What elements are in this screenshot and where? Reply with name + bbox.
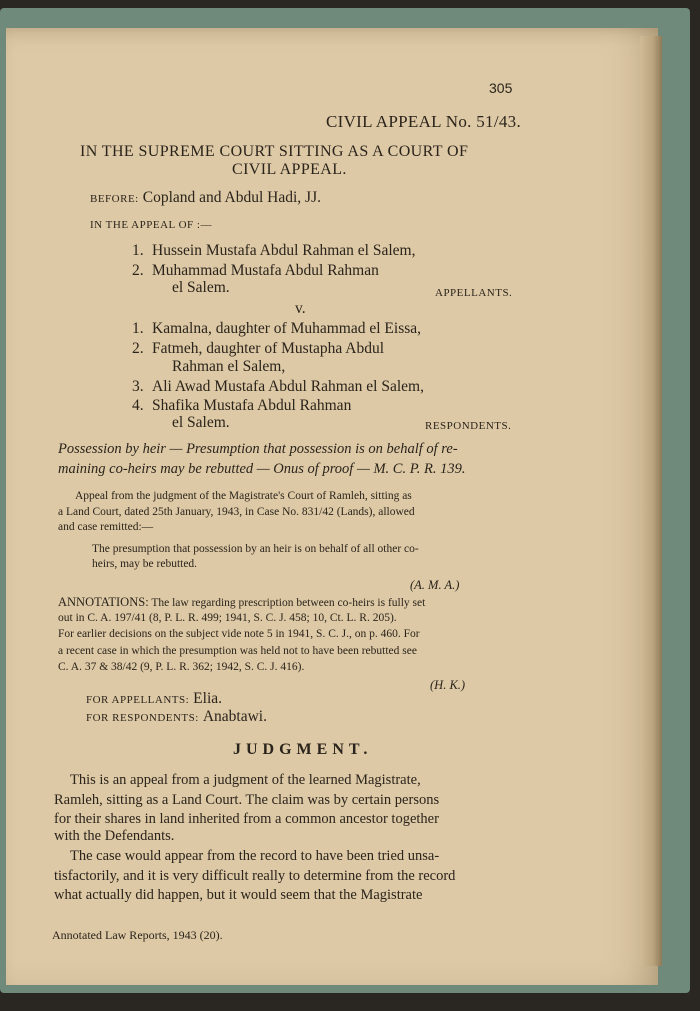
initials-2: (H. K.) — [430, 678, 466, 692]
respondent-4: 4. Shafika Mustafa Abdul Rahman — [132, 397, 352, 414]
appellant-1: 1. Hussein Mustafa Abdul Rahman el Salem, — [132, 242, 416, 259]
held-line-2: heirs, may be rebutted. — [92, 558, 198, 570]
respondent-1: 1. Kamalna, daughter of Muhammad el Eissa, — [132, 320, 422, 337]
annotation-line-3: For earlier decisions on the subject vide note 5 in 1941, S. C. J., on p. 460. For — [58, 628, 420, 640]
respondent-2: 2. Fatmeh, daughter of Mustapha Abdul — [132, 340, 385, 357]
appellants-label: APPELLANTS. — [435, 287, 513, 299]
headnote-line-2: maining co-heirs may be rebutted — Onus of proof — M. C. P. R. 139. — [58, 461, 466, 477]
before-line — [90, 189, 321, 207]
appeal-of-label: IN THE APPEAL OF :— — [90, 219, 212, 231]
headnote-line-1: Possession by heir — Presumption that possession is on behalf of re- — [58, 441, 458, 457]
for-appellants-line — [86, 690, 222, 708]
respondents-label: RESPONDENTS. — [425, 420, 512, 432]
appeal-line-1: Appeal from the judgment of the Magistrate's Court of Ramleh, sitting as — [75, 490, 412, 502]
for-respondents-value: Anabtawi. — [202, 708, 267, 725]
page-footer: Annotated Law Reports, 1943 (20). — [52, 928, 223, 942]
appeal-line-3: and case remitted:— — [58, 521, 154, 533]
annotation-line-5: C. A. 37 & 38/42 (9, P. L. R. 362; 1942, S. C. J. 416). — [58, 661, 305, 673]
annotation-line-1: ANNOTATIONS: The law regarding prescription between co-heirs is fully set — [58, 595, 426, 609]
before-value: Copland and Abdul Hadi, JJ. — [142, 189, 321, 206]
judgment-line-4: with the Defendants. — [54, 828, 175, 844]
annotation-line-2: out in C. A. 197/41 (8, P. L. R. 499; 1941, S. C. J. 458; 10, Ct. L. R. 205). — [58, 612, 397, 624]
judgment-line-5: The case would appear from the record to have been tried unsa- — [70, 848, 440, 864]
appeal-line-2: a Land Court, dated 25th January, 1943, in Case No. 831/42 (Lands), allowed — [58, 506, 415, 518]
annotation-label: ANNOTATIONS: — [58, 595, 149, 609]
judgment-line-7: what actually did happen, but it would seem that the Magistrate — [54, 887, 423, 903]
judgment-line-1: This is an appeal from a judgment of the learned Magistrate, — [70, 772, 421, 788]
held-line-1: The presumption that possession by an heir is on behalf of all other co- — [92, 543, 419, 555]
judgment-line-3: for their shares in land inherited from a common ancestor together — [54, 811, 439, 827]
page-number: 305 — [489, 80, 513, 96]
respondent-4-cont: el Salem. — [172, 414, 230, 431]
appellant-2: 2. Muhammad Mustafa Abdul Rahman — [132, 262, 379, 279]
respondent-3: 3. Ali Awad Mustafa Abdul Rahman el Salem, — [132, 378, 424, 395]
appellant-2-cont: el Salem. — [172, 279, 230, 296]
for-respondents-line — [86, 708, 267, 726]
for-appellants-value: Elia. — [193, 690, 223, 707]
for-appellants-label: FOR APPELLANTS: — [86, 694, 190, 706]
initials-1: (A. M. A.) — [410, 578, 460, 592]
before-label: BEFORE: — [90, 193, 139, 205]
case-title: CIVIL APPEAL No. 51/43. — [326, 112, 522, 131]
court-heading-line-2: CIVIL APPEAL. — [232, 161, 347, 178]
judgment-line-6: tisfactorily, and it is very difficult really to determine from the record — [54, 868, 456, 884]
judgment-line-2: Ramleh, sitting as a Land Court. The claim was by certain persons — [54, 792, 440, 808]
court-heading-line-1: IN THE SUPREME COURT SITTING AS A COURT OF — [80, 143, 469, 160]
versus: v. — [295, 300, 306, 317]
respondent-2-cont: Rahman el Salem, — [172, 358, 286, 375]
annotation-line-4: a recent case in which the presumption was held not to have been rebutted see — [58, 645, 417, 657]
judgment-heading: JUDGMENT. — [233, 741, 373, 758]
for-respondents-label: FOR RESPONDENTS: — [86, 712, 199, 724]
